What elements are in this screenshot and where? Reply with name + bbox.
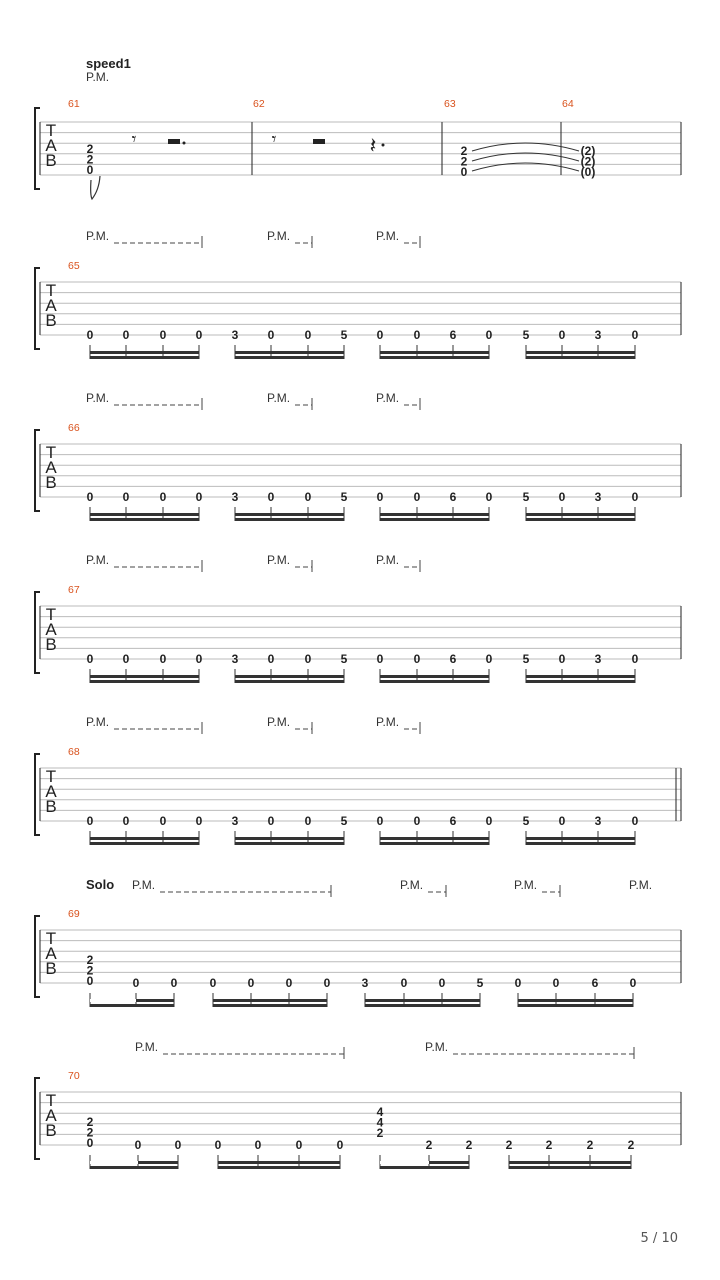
fret-number: 0 <box>558 652 566 666</box>
fret-number: 0 <box>170 976 178 990</box>
fret-number: 6 <box>449 328 457 342</box>
fret-number: 0 <box>485 490 493 504</box>
staff-bracket <box>35 108 40 189</box>
palm-mute-label: P.M. <box>267 229 291 243</box>
tab-clef-letter: B <box>45 959 57 978</box>
section-label-solo: Solo <box>86 877 115 892</box>
fret-number: 0 <box>247 976 255 990</box>
half-rest <box>313 139 325 144</box>
fret-number: 0 <box>323 976 331 990</box>
fret-number: 2 <box>505 1138 513 1152</box>
staff-bracket <box>35 916 40 997</box>
fret-number: 0 <box>86 163 94 178</box>
palm-mute-label: P.M. <box>629 878 653 892</box>
palm-mute-label: P.M. <box>86 553 110 567</box>
palm-mute-label: P.M. <box>135 1040 159 1054</box>
fret-number: 0 <box>376 814 384 828</box>
beam <box>90 513 199 516</box>
fret-number: 0 <box>552 976 560 990</box>
eighth-rest: 𝄾 <box>131 129 137 150</box>
fret-number: 0 <box>558 328 566 342</box>
fret-number: 0 <box>159 814 167 828</box>
beam <box>218 1166 340 1169</box>
fret-number: 0 <box>413 328 421 342</box>
beam <box>235 675 344 678</box>
beam <box>380 351 489 354</box>
beam <box>90 518 199 521</box>
measure-number: 67 <box>68 584 80 596</box>
beam <box>526 356 635 359</box>
fret-number: 0 <box>122 490 130 504</box>
beam-gap <box>90 999 136 1002</box>
fret-number: 0 <box>86 490 94 504</box>
quarter-rest: 𝄽 <box>369 134 377 159</box>
half-rest <box>168 139 180 144</box>
measure-number: 63 <box>444 98 456 110</box>
tab-clef-letter: B <box>45 473 57 492</box>
beam <box>509 1166 631 1169</box>
fret-number: 6 <box>591 976 599 990</box>
fret-number: 0 <box>629 976 637 990</box>
palm-mute-label: P.M. <box>376 553 400 567</box>
fret-number: 4 <box>376 1115 384 1130</box>
fret-number: 0 <box>122 328 130 342</box>
fret-number: 2 <box>86 963 94 978</box>
beam <box>90 351 199 354</box>
fret-number: 0 <box>485 652 493 666</box>
palm-mute-label: P.M. <box>267 715 291 729</box>
fret-number: 5 <box>522 814 530 828</box>
beam <box>365 1004 480 1007</box>
fret-number: 2 <box>86 1125 94 1140</box>
staff-bracket <box>35 754 40 835</box>
fret-number: 0 <box>254 1138 262 1152</box>
palm-mute-label: P.M. <box>400 878 424 892</box>
tab-clef-letter: A <box>45 782 57 801</box>
tab-clef-letter: B <box>45 311 57 330</box>
tie <box>472 143 579 151</box>
palm-mute-label: P.M. <box>376 391 400 405</box>
fret-number: 0 <box>209 976 217 990</box>
fret-number: 0 <box>195 328 203 342</box>
fret-number: 3 <box>231 814 239 828</box>
beam <box>526 351 635 354</box>
fret-number: 6 <box>449 490 457 504</box>
beam <box>90 842 199 845</box>
fret-number: 0 <box>413 490 421 504</box>
fret-number: 3 <box>231 490 239 504</box>
fret-number: 3 <box>594 490 602 504</box>
fret-number: 0 <box>159 328 167 342</box>
fret-number: 3 <box>231 652 239 666</box>
fret-number: 0 <box>122 652 130 666</box>
tab-clef-letter: T <box>45 281 57 300</box>
fret-number: 0 <box>485 328 493 342</box>
fret-number: 0 <box>267 652 275 666</box>
rest-dot <box>382 144 385 147</box>
beam <box>235 837 344 840</box>
fret-number: 0 <box>267 814 275 828</box>
fret-number: 0 <box>413 814 421 828</box>
fret-number: 0 <box>631 328 639 342</box>
fret-number: 0 <box>514 976 522 990</box>
beam <box>380 675 489 678</box>
staff-bracket <box>35 268 40 349</box>
fret-number: 0 <box>400 976 408 990</box>
tab-clef-letter: A <box>45 944 57 963</box>
beam <box>380 842 489 845</box>
fret-number: 0 <box>86 814 94 828</box>
fret-number: 0 <box>122 814 130 828</box>
beam <box>380 513 489 516</box>
fret-number: 0 <box>304 652 312 666</box>
fret-number: 0 <box>438 976 446 990</box>
fret-number: 5 <box>340 490 348 504</box>
fret-number: 0 <box>631 814 639 828</box>
tab-clef-letter: T <box>45 121 57 140</box>
beam <box>526 513 635 516</box>
palm-mute-label: P.M. <box>86 229 110 243</box>
tab-clef-letter: A <box>45 296 57 315</box>
measure-number: 70 <box>68 1070 80 1082</box>
fret-number: 0 <box>631 652 639 666</box>
beam <box>526 675 635 678</box>
fret-number: 5 <box>340 814 348 828</box>
tab-clef-letter: T <box>45 767 57 786</box>
fret-number: 2 <box>376 1126 384 1141</box>
fret-number: 6 <box>449 814 457 828</box>
beam <box>526 837 635 840</box>
fret-number: 3 <box>231 328 239 342</box>
fret-number: 0 <box>304 814 312 828</box>
fret-number: 0 <box>267 328 275 342</box>
tab-clef-letter: T <box>45 929 57 948</box>
fret-number: 0 <box>134 1138 142 1152</box>
note-stem-flag <box>91 176 100 199</box>
beam <box>380 1166 469 1169</box>
fret-number: 5 <box>340 652 348 666</box>
fret-number: 5 <box>340 328 348 342</box>
palm-mute-label: P.M. <box>132 878 156 892</box>
tab-clef-letter: T <box>45 443 57 462</box>
fret-number: 2 <box>460 144 468 158</box>
fret-number: 3 <box>594 328 602 342</box>
beam-gap <box>380 1161 429 1164</box>
beam <box>380 680 489 683</box>
beam <box>213 999 327 1002</box>
measure-number: 65 <box>68 260 80 272</box>
tab-clef-letter: B <box>45 1121 57 1140</box>
tab-clef-letter: T <box>45 605 57 624</box>
fret-number: 0 <box>86 652 94 666</box>
palm-mute-label: P.M. <box>267 553 291 567</box>
beam <box>218 1161 340 1164</box>
fret-number: 0 <box>336 1138 344 1152</box>
fret-number: 3 <box>594 814 602 828</box>
fret-number: 0 <box>376 328 384 342</box>
beam <box>90 675 199 678</box>
beam <box>235 842 344 845</box>
fret-number: 0 <box>195 814 203 828</box>
beam <box>213 1004 327 1007</box>
fret-number: 2 <box>586 1138 594 1152</box>
fret-number: 0 <box>285 976 293 990</box>
beam <box>235 518 344 521</box>
palm-mute-label: P.M. <box>376 229 400 243</box>
beam <box>509 1161 631 1164</box>
staff-bracket <box>35 1078 40 1159</box>
palm-mute-label: P.M. <box>86 70 110 84</box>
beam <box>518 999 633 1002</box>
fret-number: 0 <box>132 976 140 990</box>
staff-bracket <box>35 430 40 511</box>
staff-bracket <box>35 592 40 673</box>
beam <box>90 356 199 359</box>
fret-number: 2 <box>425 1138 433 1152</box>
page-number: 5 / 10 <box>640 1231 678 1246</box>
beam <box>380 837 489 840</box>
beam <box>380 518 489 521</box>
measure-number: 62 <box>253 98 265 110</box>
fret-number: 0 <box>86 1136 94 1151</box>
eighth-rest: 𝄾 <box>271 129 277 150</box>
beam <box>90 837 199 840</box>
beam-gap <box>90 1161 138 1164</box>
beam <box>526 518 635 521</box>
tab-clef-letter: A <box>45 136 57 155</box>
fret-number: 5 <box>476 976 484 990</box>
measure-number: 61 <box>68 98 80 110</box>
tab-clef-letter: A <box>45 620 57 639</box>
fret-number: 0 <box>413 652 421 666</box>
beam <box>518 1004 633 1007</box>
fret-number: 6 <box>449 652 457 666</box>
fret-number: 0 <box>485 814 493 828</box>
fret-number: (2) <box>580 154 596 169</box>
beam <box>90 1166 178 1169</box>
rest-dot <box>183 142 186 145</box>
fret-number: 3 <box>361 976 369 990</box>
measure-number: 66 <box>68 422 80 434</box>
fret-number: 2 <box>86 953 94 967</box>
fret-number: 0 <box>159 490 167 504</box>
section-label-speed: speed1 <box>86 56 131 71</box>
fret-number: 2 <box>460 154 468 169</box>
measure-number: 69 <box>68 908 80 920</box>
beam <box>90 680 199 683</box>
fret-number: 0 <box>631 490 639 504</box>
fret-number: 0 <box>214 1138 222 1152</box>
fret-number: 0 <box>304 328 312 342</box>
beam <box>365 999 480 1002</box>
fret-number: (2) <box>580 144 596 158</box>
fret-number: 2 <box>86 1115 94 1129</box>
beam <box>235 680 344 683</box>
beam <box>235 356 344 359</box>
palm-mute-label: P.M. <box>267 391 291 405</box>
tab-clef-letter: A <box>45 458 57 477</box>
fret-number: 0 <box>195 652 203 666</box>
fret-number: 0 <box>174 1138 182 1152</box>
tab-clef-letter: A <box>45 1106 57 1125</box>
tab-clef-letter: B <box>45 151 57 170</box>
fret-number: 0 <box>86 328 94 342</box>
beam <box>235 513 344 516</box>
fret-number: 4 <box>376 1105 384 1119</box>
fret-number: 0 <box>195 490 203 504</box>
fret-number: 2 <box>465 1138 473 1152</box>
fret-number: 2 <box>545 1138 553 1152</box>
beam <box>380 356 489 359</box>
measure-number: 68 <box>68 746 80 758</box>
palm-mute-label: P.M. <box>376 715 400 729</box>
fret-number: 3 <box>594 652 602 666</box>
fret-number: 0 <box>159 652 167 666</box>
measure-number: 64 <box>562 98 574 110</box>
fret-number: 0 <box>86 974 94 989</box>
fret-number: 0 <box>295 1138 303 1152</box>
fret-number: 0 <box>558 814 566 828</box>
fret-number: 0 <box>267 490 275 504</box>
tab-clef-letter: B <box>45 635 57 654</box>
fret-number: 0 <box>460 165 468 180</box>
beam <box>235 351 344 354</box>
fret-number: 0 <box>376 490 384 504</box>
fret-number: 0 <box>304 490 312 504</box>
palm-mute-label: P.M. <box>425 1040 449 1054</box>
fret-number: 0 <box>558 490 566 504</box>
fret-number: 5 <box>522 652 530 666</box>
palm-mute-label: P.M. <box>86 715 110 729</box>
fret-number: 5 <box>522 328 530 342</box>
tab-clef-letter: B <box>45 797 57 816</box>
palm-mute-label: P.M. <box>514 878 538 892</box>
fret-number: 2 <box>86 152 94 167</box>
fret-number: (0) <box>580 165 596 180</box>
beam <box>526 842 635 845</box>
tab-clef-letter: T <box>45 1091 57 1110</box>
beam <box>90 1004 174 1007</box>
fret-number: 5 <box>522 490 530 504</box>
fret-number: 2 <box>627 1138 635 1152</box>
palm-mute-label: P.M. <box>86 391 110 405</box>
fret-number: 2 <box>86 142 94 156</box>
fret-number: 0 <box>376 652 384 666</box>
beam <box>526 680 635 683</box>
